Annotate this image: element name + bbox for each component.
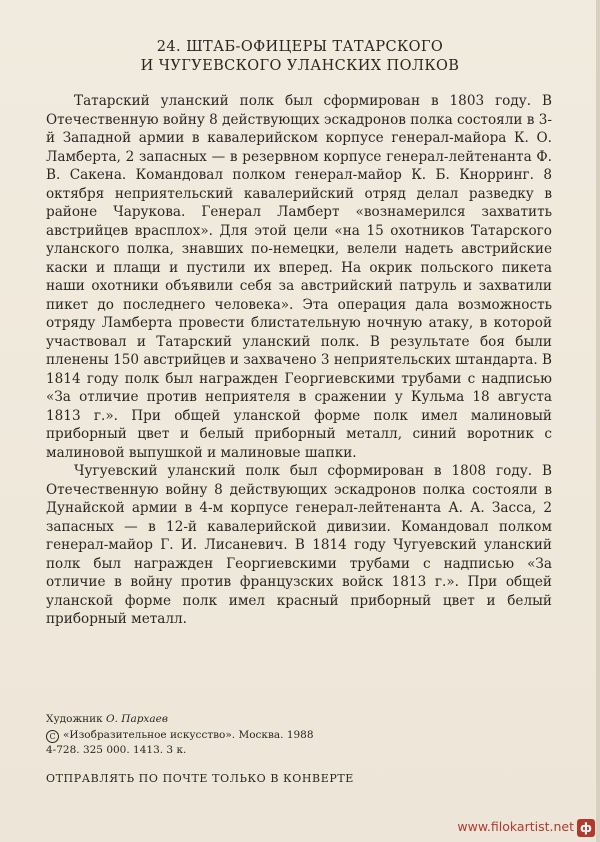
credits [46, 712, 466, 759]
print-info: 4-728. 325 000. 1413. 3 к. [46, 744, 187, 756]
artist-label: Художник [46, 713, 103, 725]
title-line-1: 24. ШТАБ-ОФИЦЕРЫ ТАТАРСКОГО [156, 39, 444, 55]
card-title [40, 38, 560, 76]
paragraph-tatar-regiment: Татарский уланский полк был сформирован в 1803 году. В Отечественную войну 8 действующих эскадронов полка состояли в 3-й Западной армии в кавалерийском корпусе генерал-майора К. О. Ламберта, 2 запасных — в резервном корпусе генерал-лейтенанта Ф. В. Сакена. Командовал полком генерал-майор К. Б. Кнорринг. 8 октября неприятельский кавалерийский отряд делал разведку в районе Чарукова. Генерал Ламберт «вознамерился захватить австрийцев врасплох». Для этой цели «на 15 охотников Татарского уланского полка, знавших по-немецки, велели надеть австрийские каски и плащи и пустили их вперед. На окрик польского пикета наши охотники объявили себя за австрийский патруль и захватили пикет до последнего человека». Эта операция дала возможность отряду Ламберта провести блистательную ночную атаку, в которой участвовал и Татарский уланский полк. В результате боя были пленены 150 австрийцев и захвачено 3 неприятельских штандарта. В 1814 году полк был награжден Георгиевскими трубами с надписью «За отличие против неприятеля в сражении у Кульма 18 августа 1813 г.». При общей уланской форме полк имел малиновый приборный цвет и белый приборный металл, синий воротник с малиновой выпушкой и малиновые шапки. [46, 93, 552, 461]
artist-name: О. Пархаев [106, 713, 168, 725]
paragraph-chuguev-regiment: Чугуевский уланский полк был сформирован в 1808 году. В Отечественную войну 8 действующих эскадронов полка состояли в Дунайской армии в 4-м корпусе генерал-лейтенанта А. А. Засса, 2 запасных — в 12-й кавалерийской дивизии. Командовал полком генерал-майор Г. И. Лисаневич. В 1814 году Чугуевский уланский полк был награжден Георгиевскими трубами с надписью «За отличие в войну против французских войск 1813 г.». При общей уланской форме полк имел красный приборный цвет и белый приборный металл. [46, 463, 552, 627]
copyright-icon: C [46, 730, 59, 743]
publisher-line [46, 728, 466, 744]
title-line-2: И ЧУГУЕВСКОГО УЛАНСКИХ ПОЛКОВ [140, 58, 460, 74]
card-edge [596, 0, 600, 842]
watermark-url: www.filokartist.net [457, 819, 574, 834]
mail-instruction: ОТПРАВЛЯТЬ ПО ПОЧТЕ ТОЛЬКО В КОНВЕРТЕ [46, 772, 354, 785]
watermark-logo-icon: ф [577, 819, 595, 837]
artist-line [46, 712, 466, 728]
body-text [46, 92, 552, 629]
publisher: «Изобразительное искусство». Москва. 1988 [63, 728, 314, 741]
